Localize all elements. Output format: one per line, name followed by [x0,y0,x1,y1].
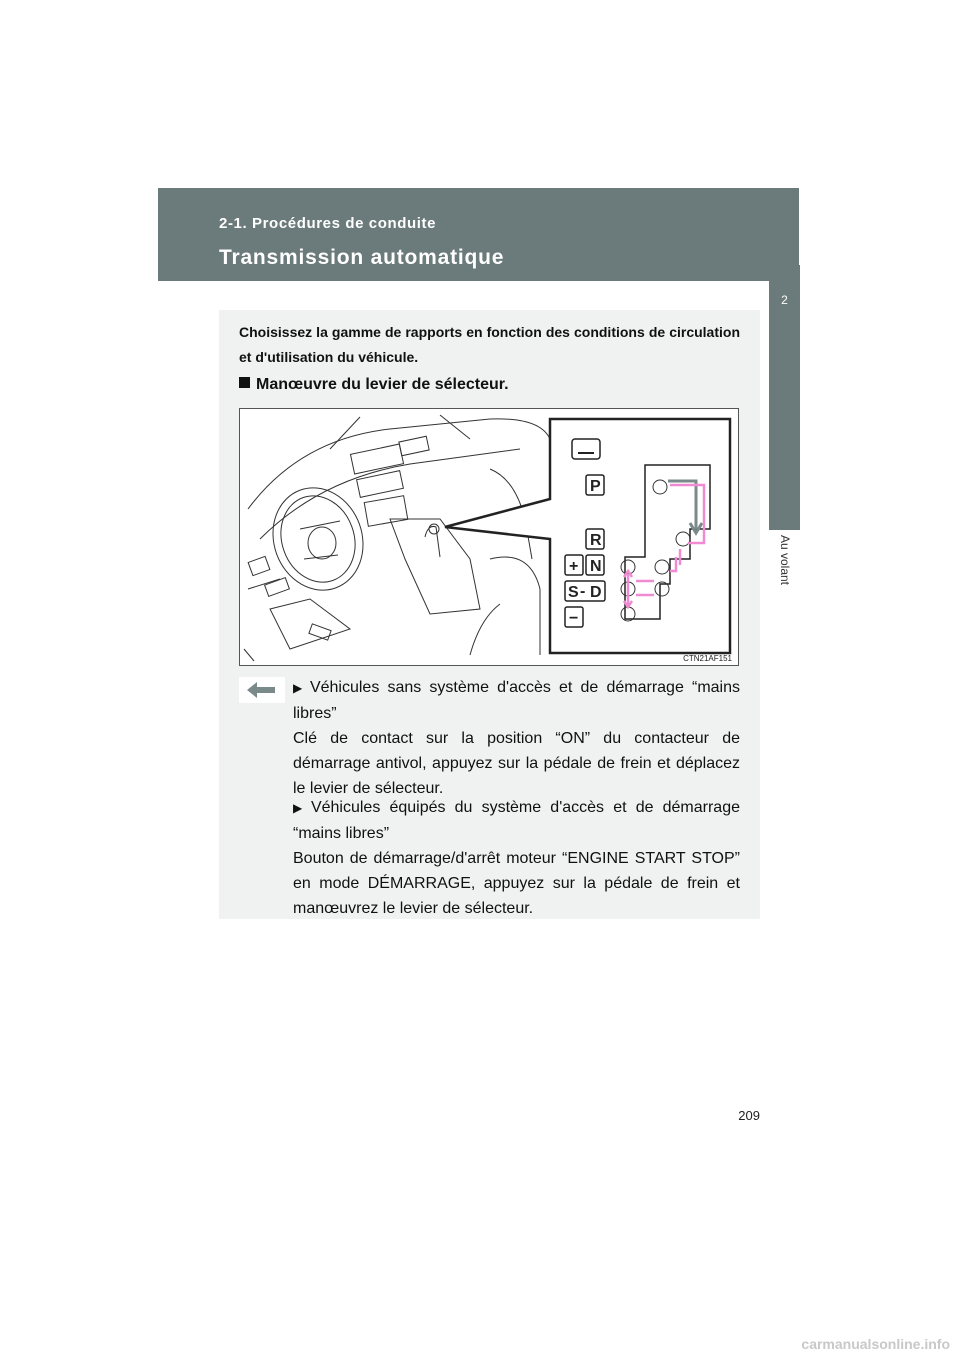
gate-label-minus: − [569,610,579,627]
back-button[interactable] [239,677,285,703]
chapter-header [158,188,799,281]
gate-labels [240,409,738,665]
intro-text: Choisissez la gamme de rapports en fonction des conditions de circulation et d'utilisation du véhicule. [239,324,740,365]
instruction-text: Clé de contact sur la position “ON” du contacteur de démarrage antivol, appuyez sur la pédale de frein et déplacez le levier de sélecteur. [293,730,740,797]
instruction-text: Bouton de démarrage/d'arrêt moteur “ENGINE START STOP” en mode DÉMARRAGE, appuyez sur la pédale de frein et manœuvrez le levier de sélecteur. [293,850,740,917]
shift-lever-illustration [239,408,739,666]
gate-label-plus: + [569,558,579,575]
subheading-text: Manœuvre du levier de sélecteur. [256,376,509,393]
page-number: 209 [738,1108,760,1123]
page-title: Transmission automatique [219,246,505,269]
paragraph-keyless-present [293,795,740,921]
gate-label-d: D [590,584,602,601]
figure-code: CTN21AF151 [683,654,732,663]
square-bullet-icon [239,377,250,388]
section-title: 2-1. Procédures de conduite [219,215,437,232]
gate-label-dash: - [580,583,586,600]
gate-label-n: N [590,558,602,575]
watermark[interactable]: carmanualsonline.info [801,1336,950,1352]
chapter-number: 2 [781,293,788,307]
gate-label-p: P [590,478,601,495]
triangle-bullet-icon: ▶ [293,681,306,695]
condition-text: Véhicules équipés du système d'accès et de démarrage “mains libres” [293,799,741,842]
condition-text: Véhicules sans système d'accès et de démarrage “mains libres” [293,679,740,722]
chapter-label: Au volant [778,534,792,586]
subheading [239,376,509,394]
gate-label-s: S [568,584,579,601]
paragraph-keyless-absent [293,675,740,801]
content-box [219,310,760,919]
chapter-tab[interactable] [769,265,800,530]
gate-label-r: R [590,532,602,549]
triangle-bullet-icon: ▶ [293,801,307,815]
arrow-left-icon [239,677,285,703]
